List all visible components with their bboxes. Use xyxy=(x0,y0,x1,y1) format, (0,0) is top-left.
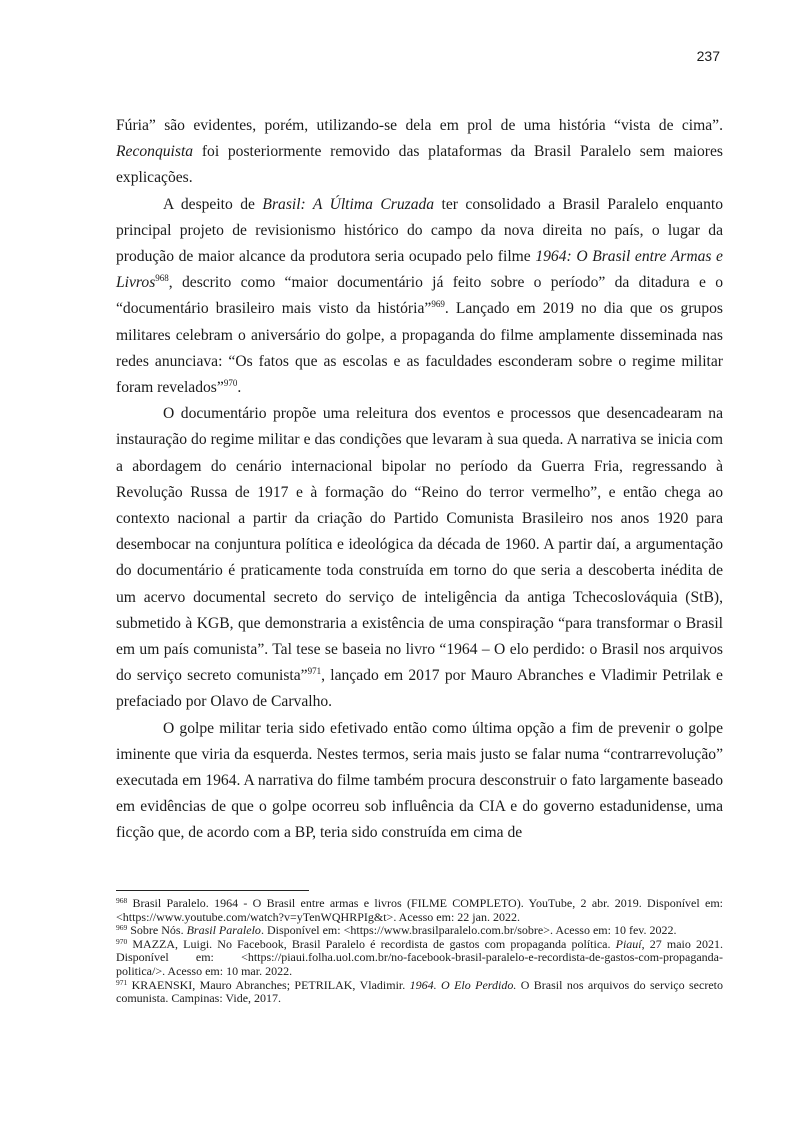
text-run: . Lançado em 2019 no dia que os grupos militares celebram o aniversário do golpe, a propaganda do filme amplamente disseminada nas redes anunciava: “Os fatos que as escolas e as faculdades esconderam sobre o regime militar foram revelados” xyxy=(116,300,724,397)
text-run: ter consolidado a Brasil Paralelo enquanto principal projeto de revisionismo histórico do campo da nova direita no país, o lugar da produção de maior alcance da produtora seria ocupado pelo filme xyxy=(116,195,723,266)
paragraph xyxy=(116,192,723,402)
paragraph xyxy=(116,113,723,192)
body-text xyxy=(116,113,723,847)
text-run: A despeito de xyxy=(163,195,263,213)
footnote xyxy=(116,924,723,938)
paragraph xyxy=(116,716,723,847)
text-run: O golpe militar teria sido efetivado então como última opção a fim de prevenir o golpe iminente que viria da esquerda. Nestes termos, seria mais justo se falar numa “contrarrevolução” executada em 1964. A narrativa do filme também procura desconstruir o fato largamente baseado em evidências de que o golpe ocorreu sob influência da CIA e do governo estadunidense, uma ficção que, de acordo com a BP, teria sido construída em cima de xyxy=(116,719,723,842)
footnote-ref: 971 xyxy=(116,977,128,987)
text-run: Sobre Nós. xyxy=(127,923,187,938)
footnote-ref: 968 xyxy=(155,273,169,284)
italic-text: Piauí xyxy=(615,936,642,951)
text-run: foi posteriormente removido das plataformas da Brasil Paralelo sem maiores explicações. xyxy=(116,143,723,187)
footnote-ref: 970 xyxy=(223,378,238,389)
text-run: O Brasil nos arquivos do serviço secreto comunista. Campinas: Vide, 2017. xyxy=(116,977,723,1006)
text-run: , descrito como “maior documentário já feito sobre o período” da ditadura e o “documentário brasileiro mais visto da história” xyxy=(116,274,723,318)
footnote-separator xyxy=(116,890,309,891)
text-run: Brasil Paralelo. 1964 - O Brasil entre armas e livros (FILME COMPLETO). YouTube, 2 abr. 2019. Disponível em: <https://www.youtube.com/watch?v=yTenWQHRPIg&t>. Acesso em: 22 jan. 2022. xyxy=(116,896,723,924)
italic-text: 1964. O Elo Perdido. xyxy=(409,977,517,992)
footnote-ref: 970 xyxy=(116,936,128,946)
italic-text: Reconquista xyxy=(116,143,194,161)
footnote xyxy=(116,979,723,1006)
italic-text: Brasil: A Última Cruzada xyxy=(262,195,435,213)
paragraph xyxy=(116,401,723,715)
footnote-ref: 968 xyxy=(116,896,128,905)
text-run: KRAENSKI, Mauro Abranches; PETRILAK, Vladimir. xyxy=(127,977,410,992)
page-number: 237 xyxy=(696,48,720,64)
text-run: . xyxy=(237,379,242,397)
text-run: Fúria” são evidentes, porém, utilizando-se dela em prol de uma história “vista de cima”. xyxy=(116,117,723,134)
italic-text: Brasil Paralelo xyxy=(186,923,261,938)
footnotes xyxy=(116,897,723,1006)
footnote-ref: 971 xyxy=(307,666,322,677)
text-run: . Disponível em: <https://www.brasilparalelo.com.br/sobre>. Acesso em: 10 fev. 2022. xyxy=(260,923,677,938)
text-run: O documentário propõe uma releitura dos eventos e processos que desencadearam na instauração do regime militar e das condições que levaram à sua queda. A narrativa se inicia com a abordagem do cenário internacional bipolar no período da Guerra Fria, regressando à Revolução Russa de 1917 e à formação do “Reino do terror vermelho”, e então chega ao contexto nacional a partir da criação do Partido Comunista Brasileiro nos anos 1920 para desembocar na conjuntura política e ideológica da década de 1960. A partir daí, a argumentação do documentário é praticamente toda construída em torno do que seria a descoberta inédita de um acervo documental secreto do serviço de inteligência da antiga Tchecoslováquia (StB), submetido à KGB, que demonstraria a existência de uma conspiração “para transformar o Brasil em um país comunista”. Tal tese se baseia no livro “1964 – O elo perdido: o Brasil nos arquivos do serviço secreto comunista” xyxy=(116,405,723,685)
italic-text: 1964: O Brasil entre Armas e Livros xyxy=(116,248,723,292)
footnote-ref: 969 xyxy=(431,299,445,310)
footnote-ref: 969 xyxy=(116,923,128,933)
text-run: , 27 maio 2021. Disponível em: <https://piaui.folha.uol.com.br/no-facebook-brasil-paralelo-e-recordista-de-gastos-com-propaganda-politica/>. Acesso em: 10 mar. 2022. xyxy=(116,936,723,978)
footnote xyxy=(116,938,723,979)
text-run: , lançado em 2017 por Mauro Abranches e Vladimir Petrilak e prefaciado por Olavo de Carvalho. xyxy=(116,667,723,711)
footnote xyxy=(116,897,723,924)
text-run: MAZZA, Luigi. No Facebook, Brasil Paralelo é recordista de gastos com propaganda política. xyxy=(127,936,616,951)
